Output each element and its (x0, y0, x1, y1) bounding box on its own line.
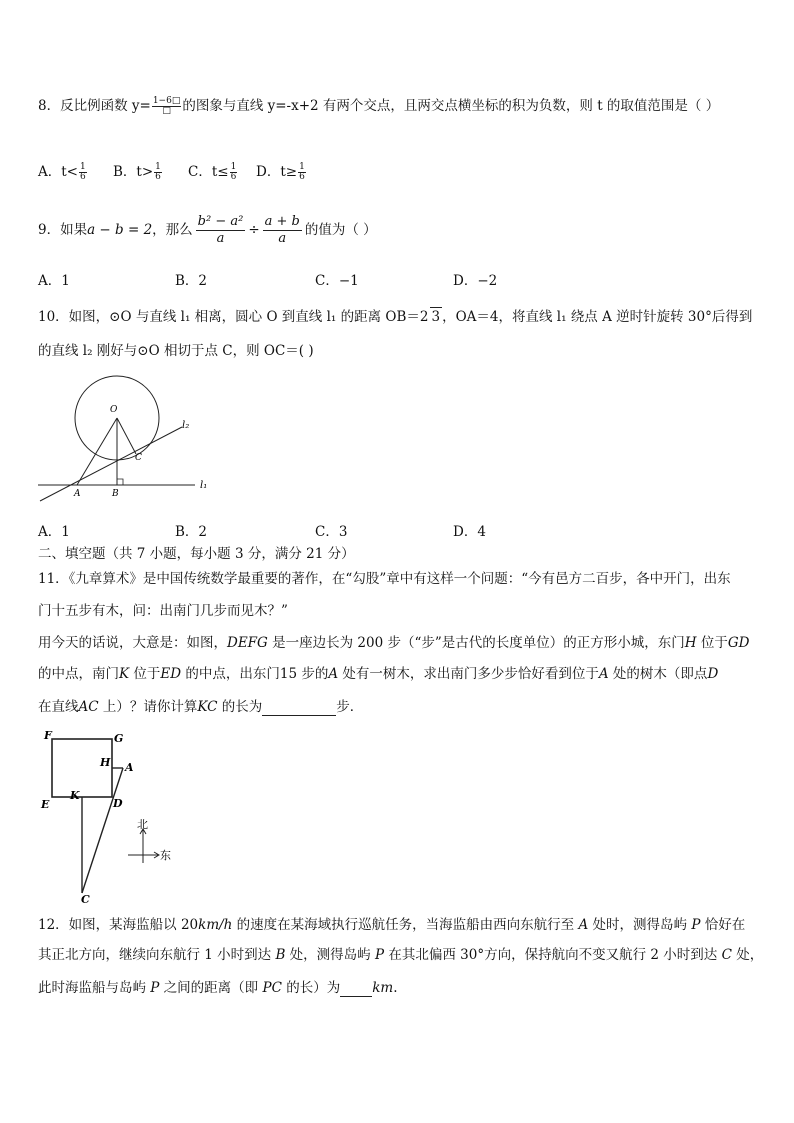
segment-oc (117, 418, 136, 454)
q8-fraction: $\frac{1-6□}{□}$ (152, 96, 181, 116)
q11-figure (36, 725, 186, 905)
q10-figure (30, 370, 230, 505)
label-a: A (74, 489, 81, 499)
q9-fraction-2: $\frac{a + b}{a}$ (264, 214, 300, 246)
sqrt-symbol: 3 (431, 309, 441, 325)
segment-ac (82, 768, 123, 893)
right-angle-mark (117, 479, 123, 485)
q11-line2: 门十五步有木，问：出南门几步而见木？” (38, 603, 288, 619)
section-heading: 二、填空题（共 7 小题，每小题 3 分，满分 21 分） (38, 546, 355, 562)
label-d: D (113, 797, 123, 810)
line-l2 (40, 427, 182, 501)
q10-option-d[interactable]: D．4 (453, 524, 486, 540)
q11-line1: 11．《九章算术》是中国传统数学最重要的著作，在“勾股”章中有这样一个问题：“今有邑方二百步，各中开门，出东 (38, 571, 731, 587)
q10-stem-line2: 的直线 l₂ 刚好与⊙O 相切于点 C，则 OC＝( ) (38, 343, 314, 359)
q8-option-d[interactable]: D．t≥ $\frac{1}{6}$ (256, 162, 305, 182)
label-k: K (70, 789, 80, 802)
q10-option-c[interactable]: C．3 (315, 524, 348, 540)
q9-option-a[interactable]: A．1 (38, 273, 70, 289)
q8-stem: 8．反比例函数 y= $\frac{1-6□}{□}$ 的图象与直线 y=-x+2 有两个交点，且两交点横坐标的积为负数，则 t 的取值范围是（ ） (38, 96, 720, 116)
label-h: H (100, 756, 111, 769)
q8-option-c[interactable]: C．t≤ $\frac{1}{6}$ (188, 162, 237, 182)
label-north: 北 (137, 818, 148, 831)
q12-line1: 12．如图，某海监船以 20km/h 的速度在某海域执行巡航任务，当海监船由西向东航行至 A 处时，测得岛屿 P 恰好在 (38, 917, 746, 933)
label-east: 东 (160, 849, 171, 862)
label-b: B (112, 489, 119, 499)
label-a: A (125, 761, 134, 774)
q9-option-b[interactable]: B．2 (175, 273, 208, 289)
q9-stem: 9．如果a − b = 2，那么 $\frac{\text{b² − a²}}{a}$ ÷ $\frac{a + b}{a}$ 的值为（ ） (38, 214, 377, 246)
q8-option-a[interactable]: A．t< $\frac{1}{6}$ (38, 162, 86, 182)
answer-blank-11[interactable] (262, 697, 336, 716)
q11-line5: 在直线AC 上）？请你计算KC 的长为 步． (38, 699, 364, 715)
q10-option-a[interactable]: A．1 (38, 524, 70, 540)
label-c: C (81, 893, 90, 905)
label-l2: l₂ (182, 420, 190, 431)
q11-line4: 的中点，南门K 位于ED 的中点，出东门15 步的A 处有一树木，求出南门多少步恰好看到位于A 处的树木（即点D (38, 666, 719, 682)
answer-blank-12[interactable] (340, 978, 372, 997)
q9-fraction-1: $\frac{\text{b² − a²}}{a}$ (197, 214, 244, 246)
label-c: C (135, 453, 142, 463)
q10-option-b[interactable]: B．2 (175, 524, 208, 540)
label-g: G (114, 732, 124, 745)
segment-oa (77, 418, 117, 485)
q12-line2: 其正北方向，继续向东航行 1 小时到达 B 处，测得岛屿 P 在其北偏西 30°方向，保持航向不变又航行 2 小时到达 C 处， (38, 947, 764, 963)
q9-option-c[interactable]: C．−1 (315, 273, 359, 289)
label-e: E (41, 798, 50, 811)
q11-line3: 用今天的话说，大意是：如图，DEFG 是一座边长为 200 步（“步”是古代的长度单位）的正方形小城，东门H 位于GD (38, 635, 750, 651)
q10-stem-line1: 10．如图，⊙O 与直线 l₁ 相离，圆心 O 到直线 l₁ 的距离 OB＝2 3 ，OA＝4，将直线 l₁ 绕点 A 逆时针旋转 30°后得到 (38, 309, 753, 325)
q9-option-d[interactable]: D．−2 (453, 273, 498, 289)
q8-option-b[interactable]: B．t> $\frac{1}{6}$ (113, 162, 161, 182)
label-f: F (44, 729, 52, 742)
label-l1: l₁ (200, 480, 208, 491)
q12-line3: 此时海监船与岛屿 P 之间的距离（即 PC 的长）为 km. (38, 980, 398, 996)
label-o: O (110, 405, 118, 415)
